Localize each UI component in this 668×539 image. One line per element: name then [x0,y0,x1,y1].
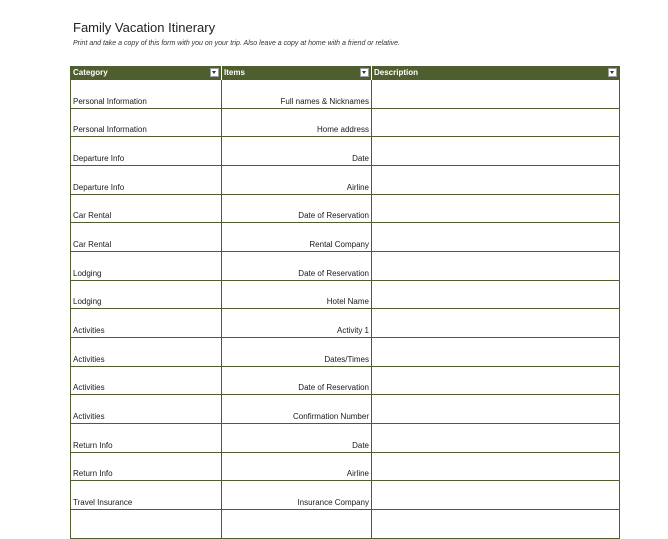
category-cell[interactable]: Return Info [73,440,113,450]
item-cell[interactable]: Date [221,137,371,165]
table-row [71,281,619,310]
category-cell[interactable]: Activities [73,411,105,421]
filter-dropdown-icon[interactable] [608,68,617,77]
document-title: Family Vacation Itinerary [73,20,216,35]
itinerary-table [70,66,620,539]
item-cell[interactable]: Airline [221,453,371,481]
description-cell[interactable] [371,395,619,423]
category-cell[interactable] [71,510,221,538]
item-cell[interactable]: Hotel Name [221,281,371,309]
table-row [71,338,619,367]
column-header-category [71,66,221,80]
item-cell[interactable]: Date of Reservation [221,252,371,280]
document-subtitle: Print and take a copy of this form with you on your trip. Also leave a copy at home with a friend or relative. [73,40,400,47]
item-cell[interactable]: Full names & Nicknames [221,80,371,108]
item-cell[interactable]: Rental Company [221,223,371,251]
column-header-label: Category [73,68,108,77]
item-cell[interactable]: Insurance Company [221,481,371,509]
category-cell[interactable]: Return Info [73,469,113,479]
table-row [71,309,619,338]
table-row [71,195,619,224]
category-cell[interactable]: Car Rental [73,211,112,221]
column-header-label: Description [374,68,419,77]
item-cell[interactable]: Airline [221,166,371,194]
table-header-row [71,66,619,80]
description-cell[interactable] [371,453,619,481]
category-cell[interactable]: Personal Information [73,96,147,106]
category-cell[interactable]: Activities [73,325,105,335]
item-cell[interactable]: Date of Reservation [221,367,371,395]
item-cell[interactable]: Dates/Times [221,338,371,366]
item-cell[interactable]: Confirmation Number [221,395,371,423]
description-cell[interactable] [371,166,619,194]
table-row [71,395,619,424]
column-header-description [371,66,619,80]
category-cell[interactable]: Lodging [73,297,102,307]
item-cell[interactable] [221,510,371,538]
category-cell[interactable]: Departure Info [73,182,125,192]
table-row [71,252,619,281]
table-row [71,109,619,138]
table-row [71,453,619,482]
column-header-items [221,66,371,80]
table-row [71,510,619,539]
table-row [71,137,619,166]
column-header-label: Items [224,68,245,77]
category-cell[interactable]: Car Rental [73,239,112,249]
item-cell[interactable]: Home address [221,109,371,137]
description-cell[interactable] [371,80,619,108]
table-row [71,424,619,453]
category-cell[interactable]: Travel Insurance [73,497,133,507]
category-cell[interactable]: Lodging [73,268,102,278]
description-cell[interactable] [371,338,619,366]
item-cell[interactable]: Date [221,424,371,452]
table-row [71,80,619,109]
filter-dropdown-icon[interactable] [210,68,219,77]
category-cell[interactable]: Activities [73,354,105,364]
description-cell[interactable] [371,510,619,538]
category-cell[interactable]: Personal Information [73,125,147,135]
table-row [71,367,619,396]
description-cell[interactable] [371,195,619,223]
category-cell[interactable]: Activities [73,383,105,393]
table-row [71,166,619,195]
description-cell[interactable] [371,367,619,395]
description-cell[interactable] [371,252,619,280]
description-cell[interactable] [371,109,619,137]
item-cell[interactable]: Date of Reservation [221,195,371,223]
description-cell[interactable] [371,137,619,165]
category-cell[interactable]: Departure Info [73,153,125,163]
description-cell[interactable] [371,481,619,509]
description-cell[interactable] [371,309,619,337]
description-cell[interactable] [371,424,619,452]
description-cell[interactable] [371,223,619,251]
item-cell[interactable]: Activity 1 [221,309,371,337]
table-row [71,223,619,252]
filter-dropdown-icon[interactable] [360,68,369,77]
table-row [71,481,619,510]
description-cell[interactable] [371,281,619,309]
